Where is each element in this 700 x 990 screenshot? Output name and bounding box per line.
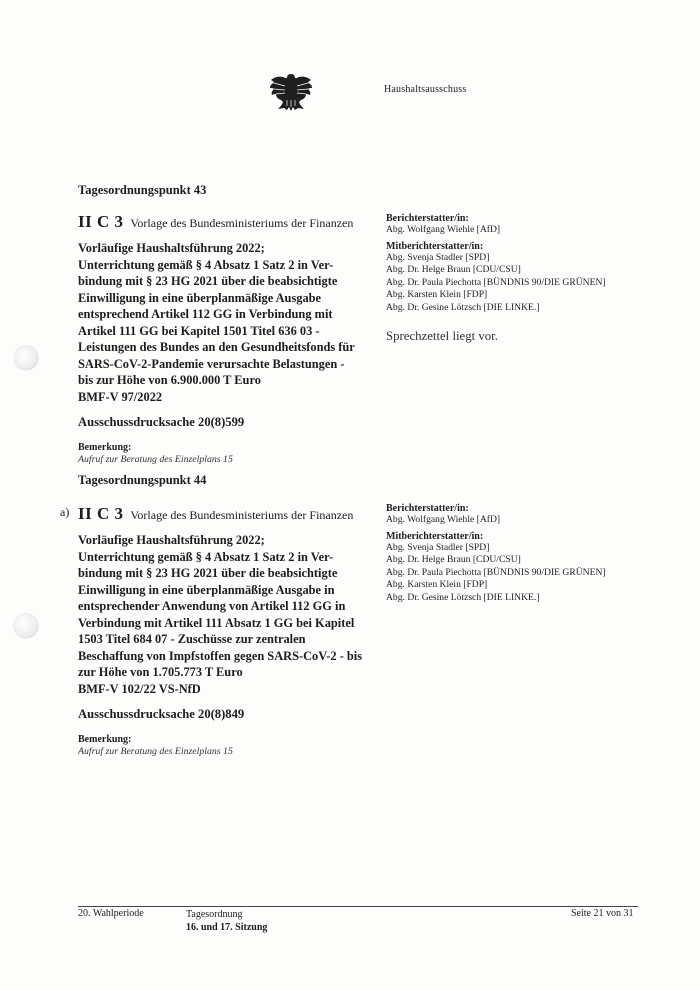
co-rapporteur-name: Abg. Dr. Gesine Lötzsch [DIE LINKE.] xyxy=(386,591,540,603)
legislative-period: 20. Wahlperiode xyxy=(78,908,144,919)
title-line: Leistungen des Bundes an den Gesundheitsfonds für xyxy=(78,340,355,354)
co-rapporteur-label: Mitberichterstatter/in: xyxy=(386,240,484,252)
title-line: Vorläufige Haushaltsführung 2022; xyxy=(78,241,265,255)
title-line: BMF-V 102/22 VS-NfD xyxy=(78,681,201,696)
title-line: Vorläufige Haushaltsführung 2022; xyxy=(78,533,265,547)
title-line: SARS-CoV-2-Pandemie verursachte Belastungen - xyxy=(78,356,345,371)
session-numbers: 16. und 17. Sitzung xyxy=(186,922,268,933)
co-rapporteur-name: Abg. Dr. Helge Braun [CDU/CSU] xyxy=(386,264,521,276)
title-line: Einwilligung in eine überplanmäßige Ausgabe in xyxy=(78,582,335,597)
federal-eagle-icon xyxy=(268,72,314,112)
title-line: Unterrichtung gemäß § 4 Absatz 1 Satz 2 in Ver- xyxy=(78,549,334,564)
committee-name: Haushaltsausschuss xyxy=(384,84,467,95)
remark-text: Aufruf zur Beratung des Einzelplans 15 xyxy=(78,454,233,465)
remark-label: Bemerkung: xyxy=(78,734,132,745)
title-line: Verbindung mit Artikel 111 Absatz 1 GG bei Kapitel xyxy=(78,615,355,630)
footer-document-info xyxy=(186,908,267,934)
reference-line xyxy=(60,504,378,524)
reference-text: Vorlage des Bundesministeriums der Finanzen xyxy=(130,216,354,230)
rapporteur-label: Berichterstatter/in: xyxy=(386,213,469,224)
speaking-note-status: Sprechzettel liegt vor. xyxy=(386,328,498,343)
title-line: zur Höhe von 1.705.773 T Euro xyxy=(78,665,243,679)
punch-hole-bottom xyxy=(14,614,38,638)
co-rapporteur-name: Abg. Svenja Stadler [SPD] xyxy=(386,251,490,263)
item-title xyxy=(78,532,378,697)
sub-item-marker: a) xyxy=(60,505,70,519)
title-line: Artikel 111 GG bei Kapitel 1501 Titel 636 03 - xyxy=(78,323,320,338)
punch-hole-top xyxy=(14,346,38,370)
reference-text: Vorlage des Bundesministeriums der Finanzen xyxy=(130,508,354,522)
title-line: bis zur Höhe von 6.900.000 T Euro xyxy=(78,373,261,387)
co-rapporteur-name: Abg. Svenja Stadler [SPD] xyxy=(386,541,490,553)
title-line: entsprechend Artikel 112 GG in Verbindung mit xyxy=(78,307,333,321)
title-line: entsprechender Anwendung von Artikel 112 GG in xyxy=(78,599,346,613)
remark-text: Aufruf zur Beratung des Einzelplans 15 xyxy=(78,746,233,757)
co-rapporteur-name: Abg. Dr. Helge Braun [CDU/CSU] xyxy=(386,554,521,566)
rapporteurs-block xyxy=(386,503,646,605)
item-title xyxy=(78,240,378,405)
co-rapporteur-name: Abg. Dr. Paula Piechotta [BÜNDNIS 90/DIE GRÜNEN] xyxy=(386,276,606,288)
rapporteurs-block xyxy=(386,213,646,344)
remark-label: Bemerkung: xyxy=(78,442,132,453)
document-type: Tagesordnung xyxy=(186,909,243,920)
agenda-item-body xyxy=(78,212,378,465)
co-rapporteur-label: Mitberichterstatter/in: xyxy=(386,530,484,542)
rapporteur-name: Abg. Wolfgang Wiehle [AfD] xyxy=(386,514,501,525)
department-code: II C 3 xyxy=(78,504,124,523)
title-line: bindung mit § 23 HG 2021 über die beabsichtigte xyxy=(78,566,338,580)
committee-print: Ausschussdrucksache 20(8)599 xyxy=(78,415,245,429)
department-code: II C 3 xyxy=(78,212,124,231)
rapporteur-label: Berichterstatter/in: xyxy=(386,503,469,514)
co-rapporteur-name: Abg. Karsten Klein [FDP] xyxy=(386,579,488,591)
title-line: Einwilligung in eine überplanmäßige Ausgabe xyxy=(78,290,322,305)
title-line: BMF-V 97/2022 xyxy=(78,389,163,404)
agenda-item-body xyxy=(60,504,378,757)
page-number: Seite 21 von 31 xyxy=(571,908,634,919)
title-line: Beschaffung von Impfstoffen gegen SARS-CoV-2 - bis xyxy=(78,648,363,663)
title-line: bindung mit § 23 HG 2021 über die beabsichtigte xyxy=(78,274,338,288)
agenda-item-heading: Tagesordnungspunkt 43 xyxy=(78,183,207,197)
co-rapporteur-name: Abg. Dr. Gesine Lötzsch [DIE LINKE.] xyxy=(386,301,540,313)
co-rapporteur-list xyxy=(386,252,646,315)
title-line: Unterrichtung gemäß § 4 Absatz 1 Satz 2 in Ver- xyxy=(78,257,334,272)
committee-print: Ausschussdrucksache 20(8)849 xyxy=(78,707,245,721)
co-rapporteur-list xyxy=(386,542,646,605)
agenda-item-heading: Tagesordnungspunkt 44 xyxy=(78,473,207,487)
title-line: 1503 Titel 684 07 - Zuschüsse zur zentralen xyxy=(78,632,306,646)
reference-line xyxy=(78,212,378,232)
co-rapporteur-name: Abg. Karsten Klein [FDP] xyxy=(386,289,488,301)
co-rapporteur-name: Abg. Dr. Paula Piechotta [BÜNDNIS 90/DIE GRÜNEN] xyxy=(386,566,606,578)
rapporteur-name: Abg. Wolfgang Wiehle [AfD] xyxy=(386,224,501,235)
footer-divider xyxy=(78,906,638,907)
